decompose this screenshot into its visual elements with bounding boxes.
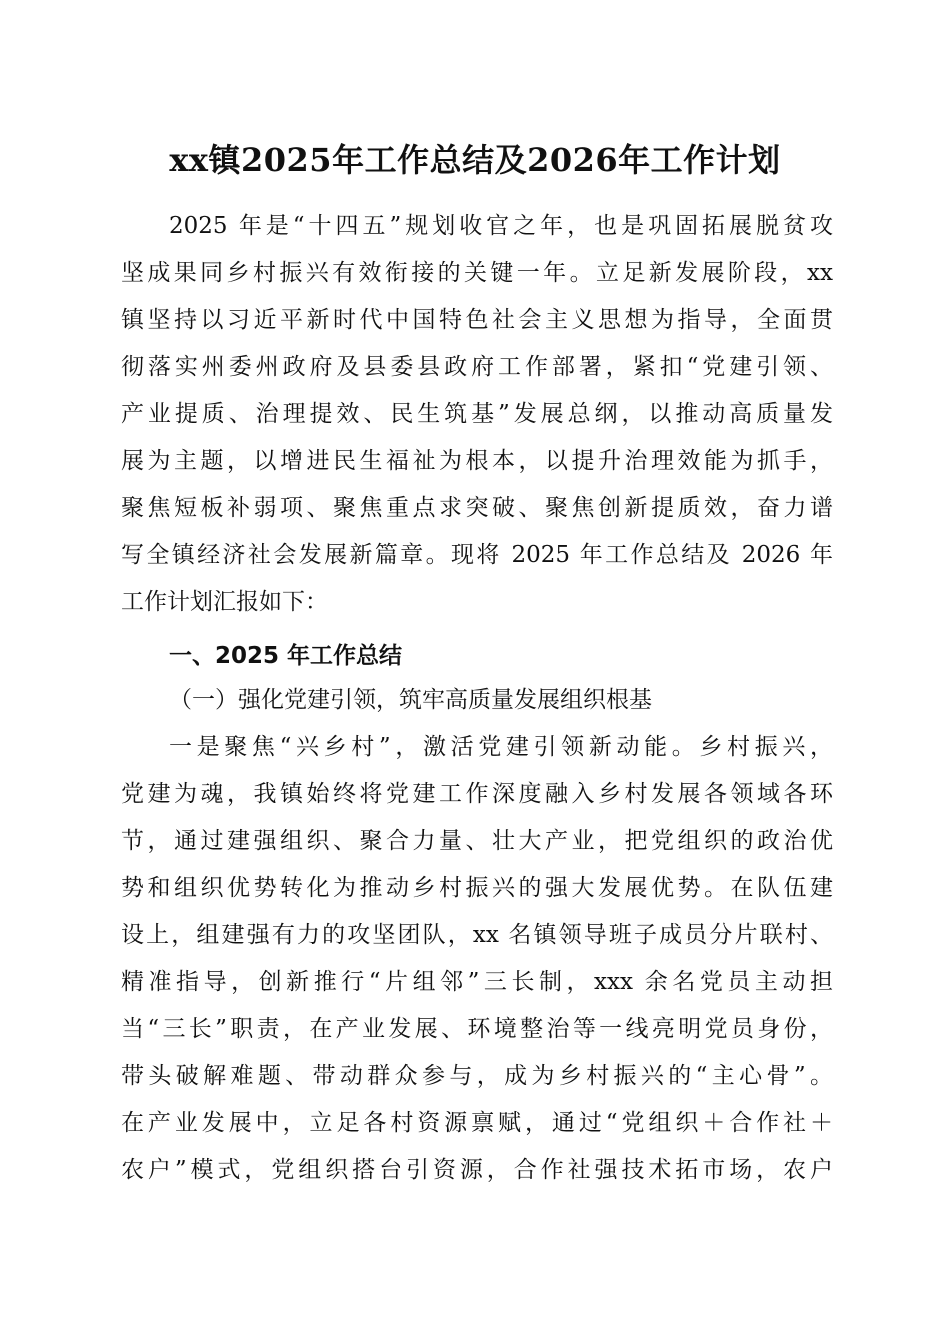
intro-line-3: 镇坚持以习近平新时代中国特色社会主义思想为指导，全面贯 bbox=[121, 307, 833, 333]
subsection-heading: （一）强化党建引领，筑牢高质量发展组织根基 bbox=[169, 687, 652, 713]
intro-line-7: 聚焦短板补弱项、聚焦重点求突破、聚焦创新提质效，奋力谱 bbox=[121, 495, 833, 521]
body-line-9: 在产业发展中，立足各村资源禀赋，通过“党组织＋合作社＋ bbox=[121, 1110, 833, 1136]
body-line-5: 设上，组建强有力的攻坚团队，xx 名镇领导班子成员分片联村、 bbox=[121, 922, 833, 948]
intro-line-4: 彻落实州委州政府及县委县政府工作部署，紧扣“党建引领、 bbox=[121, 354, 833, 380]
body-line-10: 农户”模式，党组织搭台引资源，合作社强技术拓市场，农户 bbox=[121, 1157, 833, 1183]
section-heading: 一、2025 年工作总结 bbox=[169, 643, 403, 669]
body-line-6: 精准指导，创新推行“片组邻”三长制，xxx 余名党员主动担 bbox=[121, 969, 833, 995]
intro-line-1: 2025 年是“十四五”规划收官之年，也是巩固拓展脱贫攻 bbox=[169, 213, 833, 239]
body-line-1: 一是聚焦“兴乡村”，激活党建引领新动能。乡村振兴， bbox=[169, 734, 833, 760]
intro-line-6: 展为主题，以增进民生福祉为根本，以提升治理效能为抓手， bbox=[121, 448, 833, 474]
body-line-3: 节，通过建强组织、聚合力量、壮大产业，把党组织的政治优 bbox=[121, 828, 833, 854]
body-line-2: 党建为魂，我镇始终将党建工作深度融入乡村发展各领域各环 bbox=[121, 781, 833, 807]
document-title: xx镇2025年工作总结及2026年工作计划 bbox=[169, 141, 781, 179]
body-line-4: 势和组织优势转化为推动乡村振兴的强大发展优势。在队伍建 bbox=[121, 875, 833, 901]
body-line-7: 当“三长”职责，在产业发展、环境整治等一线亮明党员身份， bbox=[121, 1016, 833, 1042]
intro-line-2: 坚成果同乡村振兴有效衔接的关键一年。立足新发展阶段，xx bbox=[121, 260, 833, 286]
intro-line-5: 产业提质、治理提效、民生筑基”发展总纲，以推动高质量发 bbox=[121, 401, 833, 427]
intro-line-9: 工作计划汇报如下： bbox=[121, 589, 328, 615]
intro-line-8: 写全镇经济社会发展新篇章。现将 2025 年工作总结及 2026 年 bbox=[121, 542, 833, 568]
body-line-8: 带头破解难题、带动群众参与，成为乡村振兴的“主心骨”。 bbox=[121, 1063, 833, 1089]
